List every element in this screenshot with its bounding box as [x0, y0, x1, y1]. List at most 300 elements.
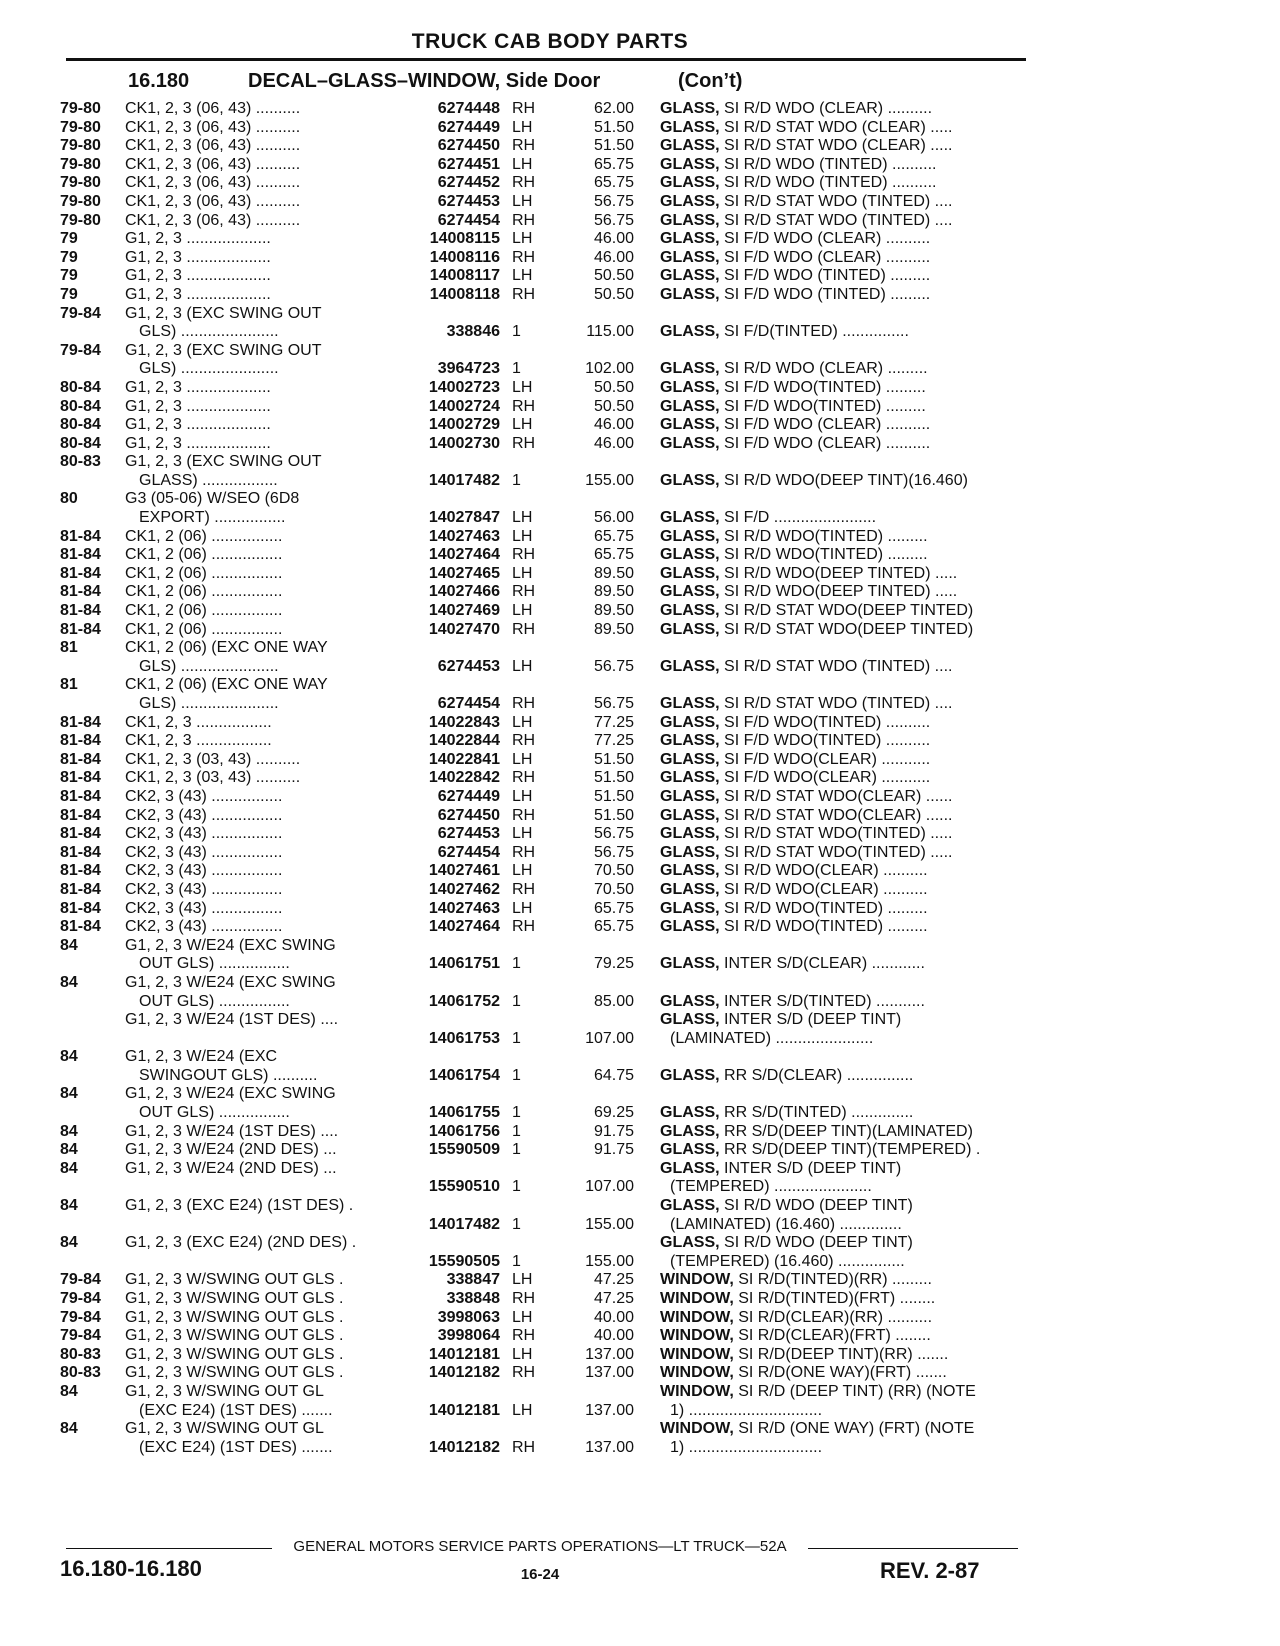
model-year: 81 [60, 639, 78, 657]
table-row [0, 435, 1040, 454]
description-line [660, 844, 1020, 863]
table-row [0, 342, 1040, 379]
part-description [660, 565, 1020, 584]
model-year: 84 [60, 1382, 78, 1400]
part-noun: GLASS, [660, 806, 720, 824]
model-line: G1, 2, 3 (EXC SWING OUT [125, 341, 322, 359]
footer-revision: REV. 2-87 [880, 1558, 980, 1583]
model-year: 81-84 [60, 750, 101, 768]
table-row [0, 900, 1040, 919]
model-year: 81-84 [60, 806, 101, 824]
part-description [660, 732, 1020, 751]
model-application [125, 1123, 390, 1142]
part-number: 14027461 [428, 862, 500, 880]
model-application [125, 156, 390, 175]
model-year: 79-84 [60, 1327, 101, 1345]
description-line [660, 751, 1020, 770]
part-noun: GLASS, [660, 787, 720, 805]
part-description [660, 1123, 1020, 1142]
table-row [0, 918, 1040, 937]
part-number: 14012181 [428, 1345, 500, 1363]
model-application [125, 1085, 390, 1122]
description-text: SI F/D WDO(TINTED) ......... [724, 397, 926, 415]
model-line: CK2, 3 (43) ................ [125, 862, 283, 880]
side-or-quantity: LH [512, 1345, 533, 1363]
description-line [660, 323, 1020, 342]
table-row [0, 119, 1040, 138]
description-line [660, 1346, 1020, 1365]
side-or-quantity: RH [512, 1290, 536, 1307]
model-application [125, 546, 390, 565]
side-or-quantity: RH [512, 434, 536, 452]
description-text: SI R/D WDO(TINTED) ......... [724, 899, 928, 917]
model-year: 81-84 [60, 862, 101, 880]
description-text: SI R/D STAT WDO(CLEAR) ...... [724, 806, 953, 824]
model-line: OUT GLS) ................ [139, 955, 290, 973]
model-year: 80-84 [60, 434, 101, 452]
table-row [0, 193, 1040, 212]
part-noun: GLASS, [660, 732, 720, 750]
description-text: RR S/D(DEEP TINT)(TEMPERED) . [724, 1141, 981, 1159]
part-noun: WINDOW, [660, 1308, 734, 1326]
part-description [660, 1141, 1020, 1160]
part-description [660, 528, 1020, 547]
description-text: SI R/D WDO (DEEP TINT) [724, 1234, 913, 1252]
model-line: CK1, 2, 3 (06, 43) .......... [125, 192, 301, 210]
part-noun: GLASS, [660, 211, 720, 229]
description-text: SI F/D WDO (TINTED) ......... [724, 285, 931, 303]
price: 40.00 [593, 1308, 634, 1326]
part-description [660, 509, 1020, 528]
description-line [660, 1271, 1020, 1290]
model-application [125, 881, 390, 900]
part-noun: WINDOW, [660, 1327, 734, 1345]
model-line: CK1, 2 (06) ................ [125, 546, 283, 564]
price: 91.75 [593, 1141, 634, 1159]
description-text: SI F/D WDO(TINTED) .......... [724, 732, 931, 750]
table-row [0, 156, 1040, 175]
side-or-quantity: RH [512, 211, 536, 229]
side-or-quantity: LH [512, 527, 533, 545]
part-description [660, 1067, 1020, 1086]
table-row [0, 212, 1040, 231]
part-noun: GLASS, [660, 546, 720, 564]
part-noun: GLASS, [660, 378, 720, 396]
model-year: 81-84 [60, 732, 101, 750]
price: 56.75 [593, 192, 634, 210]
model-line: GLS) ...................... [139, 323, 279, 341]
model-year: 79-80 [60, 192, 101, 210]
description-line [660, 1141, 1020, 1160]
price: 56.75 [593, 211, 634, 229]
description-text: SI F/D WDO (CLEAR) .......... [724, 416, 931, 434]
price: 137.00 [585, 1438, 634, 1456]
model-year: 81-84 [60, 564, 101, 582]
description-line [660, 1420, 1020, 1439]
part-noun: GLASS, [660, 1141, 720, 1159]
model-application [125, 825, 390, 844]
part-noun: WINDOW, [660, 1290, 734, 1307]
side-or-quantity: RH [512, 732, 536, 750]
footer-section-range: 16.180-16.180 [60, 1556, 202, 1581]
price: 56.75 [593, 695, 634, 712]
description-text: SI R/D WDO (CLEAR) ......... [724, 360, 928, 378]
model-year: 81-84 [60, 546, 101, 564]
description-text: SI R/D WDO(TINTED) ......... [724, 527, 928, 545]
description-line [660, 658, 1020, 677]
description-line [660, 900, 1020, 919]
table-row [0, 379, 1040, 398]
part-description [660, 1011, 1020, 1048]
description-line [660, 398, 1020, 417]
part-noun: GLASS, [660, 137, 720, 155]
model-line: OUT GLS) ................ [139, 1104, 290, 1122]
description-text: SI F/D WDO(TINTED) .......... [724, 713, 931, 731]
part-noun: GLASS, [660, 1197, 720, 1215]
part-number: 14061754 [428, 1066, 500, 1084]
table-row [0, 1011, 1040, 1048]
part-description [660, 862, 1020, 881]
part-description [660, 900, 1020, 919]
part-number: 14061753 [428, 1029, 500, 1047]
model-application [125, 1346, 390, 1365]
part-description [660, 249, 1020, 268]
price: 51.50 [593, 806, 634, 824]
part-number: 14002723 [428, 378, 500, 396]
description-text: SI R/D STAT WDO (TINTED) .... [724, 192, 953, 210]
part-noun: GLASS, [660, 1104, 720, 1122]
table-row [0, 267, 1040, 286]
description-text: SI R/D WDO (CLEAR) .......... [724, 100, 933, 117]
description-text: SI F/D WDO (TINTED) ......... [724, 267, 931, 285]
table-row [0, 602, 1040, 621]
model-line: CK1, 2 (06) (EXC ONE WAY [125, 676, 328, 694]
side-or-quantity: 1 [512, 1141, 521, 1159]
description-line [660, 1364, 1020, 1383]
model-line: G1, 2, 3 W/SWING OUT GLS . [125, 1271, 344, 1289]
part-noun: GLASS, [660, 825, 720, 843]
part-description [660, 1364, 1020, 1383]
description-text: SI F/D ....................... [724, 509, 877, 527]
part-description [660, 230, 1020, 249]
description-text: (LAMINATED) ...................... [670, 1029, 874, 1047]
model-year: 79-84 [60, 304, 101, 322]
model-year: 79 [60, 285, 78, 303]
part-description [660, 193, 1020, 212]
part-number: 14061756 [428, 1122, 500, 1140]
side-or-quantity: LH [512, 509, 533, 527]
part-noun: GLASS, [660, 248, 720, 266]
model-application [125, 1160, 390, 1179]
side-or-quantity: LH [512, 192, 533, 210]
description-line [660, 583, 1020, 602]
part-description [660, 546, 1020, 565]
part-number: 3998063 [437, 1308, 500, 1326]
price: 89.50 [593, 564, 634, 582]
table-row [0, 230, 1040, 249]
model-line: G1, 2, 3 ................... [125, 397, 271, 415]
model-line: SWINGOUT GLS) .......... [139, 1066, 318, 1084]
part-description [660, 1234, 1020, 1271]
model-line: G1, 2, 3 (EXC SWING OUT [125, 453, 322, 471]
side-or-quantity: RH [512, 100, 536, 117]
part-description [660, 695, 1020, 714]
side-or-quantity: RH [512, 918, 536, 936]
description-line [660, 1327, 1020, 1346]
table-row [0, 249, 1040, 268]
side-or-quantity: RH [512, 806, 536, 824]
part-number: 14027463 [428, 899, 500, 917]
model-year: 84 [60, 1122, 78, 1140]
side-or-quantity: 1 [512, 1252, 521, 1270]
model-line: CK2, 3 (43) ................ [125, 899, 283, 917]
description-line [660, 286, 1020, 305]
description-text: SI R/D STAT WDO (TINTED) .... [724, 657, 953, 675]
model-line: GLASS) ................. [139, 471, 278, 489]
side-or-quantity: LH [512, 899, 533, 917]
model-line: CK1, 2, 3 (03, 43) .......... [125, 750, 301, 768]
model-year: 81-84 [60, 918, 101, 936]
part-noun: GLASS, [660, 992, 720, 1010]
model-year: 80-84 [60, 416, 101, 434]
model-year: 81-84 [60, 843, 101, 861]
table-row [0, 881, 1040, 900]
side-or-quantity: RH [512, 769, 536, 787]
model-year: 84 [60, 1234, 78, 1252]
model-year: 79 [60, 230, 78, 248]
part-noun: GLASS, [660, 397, 720, 415]
part-number: 14027464 [428, 918, 500, 936]
model-line: G1, 2, 3 W/E24 (1ST DES) .... [125, 1011, 339, 1029]
part-description [660, 918, 1020, 937]
part-description [660, 379, 1020, 398]
description-line [660, 267, 1020, 286]
description-line [660, 788, 1020, 807]
part-number: 14008117 [429, 267, 500, 285]
part-noun: GLASS, [660, 1122, 720, 1140]
description-line [660, 156, 1020, 175]
model-application [125, 379, 390, 398]
part-number: 6274452 [437, 174, 500, 192]
model-year: 81-84 [60, 583, 101, 601]
part-number: 14002729 [428, 416, 500, 434]
price: 137.00 [585, 1401, 634, 1419]
side-or-quantity: LH [512, 787, 533, 805]
price: 155.00 [585, 471, 634, 489]
description-line [660, 621, 1020, 640]
model-application [125, 212, 390, 231]
model-application [125, 1383, 390, 1420]
price: 155.00 [585, 1252, 634, 1270]
part-number: 338847 [446, 1271, 500, 1289]
price: 89.50 [593, 602, 634, 620]
side-or-quantity: 1 [512, 955, 521, 973]
part-number: 14027466 [428, 583, 500, 601]
price: 40.00 [593, 1327, 634, 1345]
model-year: 81-84 [60, 825, 101, 843]
price: 51.50 [593, 769, 634, 787]
table-row [0, 286, 1040, 305]
price: 65.75 [593, 918, 634, 936]
model-application [125, 490, 390, 527]
model-application [125, 1290, 390, 1309]
table-row [0, 676, 1040, 713]
price: 65.75 [593, 546, 634, 564]
description-line [660, 769, 1020, 788]
model-line: CK1, 2, 3 (06, 43) .......... [125, 174, 301, 192]
description-text: SI R/D(DEEP TINT)(RR) ....... [738, 1345, 949, 1363]
part-noun: GLASS, [660, 509, 720, 527]
description-line [660, 509, 1020, 528]
model-year: 79-80 [60, 211, 101, 229]
model-line: CK1, 2, 3 (06, 43) .......... [125, 118, 301, 136]
part-number: 6274454 [437, 695, 500, 712]
description-line [660, 1216, 1020, 1235]
model-year: 79-80 [60, 137, 101, 155]
model-line: G1, 2, 3 (EXC SWING OUT [125, 304, 322, 322]
model-application [125, 807, 390, 826]
description-text: SI F/D WDO(CLEAR) ........... [724, 750, 931, 768]
side-or-quantity: LH [512, 602, 533, 620]
side-or-quantity: LH [512, 155, 533, 173]
part-number: 6274448 [437, 100, 500, 117]
model-year: 80-84 [60, 378, 101, 396]
price: 50.50 [593, 397, 634, 415]
model-line: G1, 2, 3 W/E24 (1ST DES) .... [125, 1122, 339, 1140]
model-application [125, 1234, 390, 1253]
table-row [0, 769, 1040, 788]
table-row [0, 1271, 1040, 1290]
part-number: 14008116 [429, 248, 500, 266]
description-text: SI R/D WDO(DEEP TINTED) ..... [724, 583, 958, 601]
part-number: 14012181 [428, 1401, 500, 1419]
side-or-quantity: 1 [512, 1066, 521, 1084]
part-noun: GLASS, [660, 899, 720, 917]
model-line: CK1, 2 (06) ................ [125, 583, 283, 601]
table-row [0, 825, 1040, 844]
description-line [660, 732, 1020, 751]
model-line: CK1, 2 (06) (EXC ONE WAY [125, 639, 328, 657]
table-row [0, 1420, 1040, 1457]
part-description [660, 472, 1020, 491]
part-noun: GLASS, [660, 323, 720, 341]
part-number: 15590510 [428, 1178, 500, 1196]
price: 51.50 [593, 118, 634, 136]
model-line: G1, 2, 3 W/SWING OUT GLS . [125, 1327, 344, 1345]
description-line [660, 1253, 1020, 1272]
description-text: SI R/D (ONE WAY) (FRT) (NOTE [738, 1420, 975, 1438]
table-row [0, 1141, 1040, 1160]
model-application [125, 453, 390, 490]
price: 56.75 [593, 825, 634, 843]
part-description [660, 1420, 1020, 1457]
part-description [660, 137, 1020, 156]
side-or-quantity: RH [512, 397, 536, 415]
side-or-quantity: RH [512, 583, 536, 601]
price: 107.00 [585, 1178, 634, 1196]
model-application [125, 1048, 390, 1085]
model-year: 80-83 [60, 1364, 101, 1382]
model-year: 84 [60, 1085, 78, 1103]
description-text: SI R/D STAT WDO (TINTED) .... [724, 211, 953, 229]
part-number: 14027463 [428, 527, 500, 545]
model-application [125, 769, 390, 788]
description-line [660, 1290, 1020, 1309]
price: 46.00 [593, 434, 634, 452]
model-line: G1, 2, 3 (EXC E24) (2ND DES) . [125, 1234, 357, 1252]
part-description [660, 398, 1020, 417]
model-application [125, 714, 390, 733]
table-row [0, 621, 1040, 640]
part-description [660, 1271, 1020, 1290]
part-number: 14061755 [428, 1104, 500, 1122]
model-line: G1, 2, 3 ................... [125, 230, 271, 248]
description-text: SI R/D STAT WDO (CLEAR) ..... [724, 137, 953, 155]
table-row [0, 398, 1040, 417]
description-text: (LAMINATED) (16.460) .............. [670, 1215, 902, 1233]
description-text: SI R/D STAT WDO(TINTED) ..... [724, 843, 953, 861]
side-or-quantity: RH [512, 1327, 536, 1345]
model-year: 81-84 [60, 899, 101, 917]
part-number: 14002730 [428, 434, 500, 452]
model-line: CK1, 2, 3 (06, 43) .......... [125, 155, 301, 173]
part-description [660, 360, 1020, 379]
part-noun: WINDOW, [660, 1420, 734, 1438]
description-line [660, 230, 1020, 249]
description-line [660, 1160, 1020, 1179]
model-year: 81-84 [60, 620, 101, 638]
part-description [660, 658, 1020, 677]
part-description [660, 416, 1020, 435]
model-line: G1, 2, 3 W/SWING OUT GLS . [125, 1308, 344, 1326]
model-year: 79-80 [60, 100, 101, 117]
model-application [125, 788, 390, 807]
part-noun: GLASS, [660, 1159, 720, 1177]
description-line [660, 714, 1020, 733]
table-row [0, 1160, 1040, 1197]
description-line [660, 1104, 1020, 1123]
part-description [660, 1160, 1020, 1197]
table-row [0, 565, 1040, 584]
model-line: (EXC E24) (1ST DES) ....... [139, 1438, 333, 1456]
part-description [660, 174, 1020, 193]
price: 62.00 [593, 100, 634, 117]
description-text: SI R/D WDO(TINTED) ......... [724, 546, 928, 564]
description-line [660, 100, 1020, 119]
table-row [0, 1123, 1040, 1142]
model-application [125, 900, 390, 919]
price: 137.00 [585, 1364, 634, 1382]
model-line: CK2, 3 (43) ................ [125, 918, 283, 936]
part-number: 14002724 [428, 397, 500, 415]
part-number: 14027847 [428, 509, 500, 527]
description-line [660, 416, 1020, 435]
side-or-quantity: RH [512, 1438, 536, 1456]
part-description [660, 844, 1020, 863]
model-application [125, 639, 390, 676]
table-row [0, 1309, 1040, 1328]
part-description [660, 323, 1020, 342]
description-text: SI R/D STAT WDO (TINTED) .... [724, 695, 953, 712]
model-line: GLS) ...................... [139, 695, 279, 712]
part-noun: GLASS, [660, 769, 720, 787]
description-text: SI R/D WDO (DEEP TINT) [724, 1197, 913, 1215]
model-year: 79 [60, 267, 78, 285]
table-row [0, 416, 1040, 435]
part-number: 6274453 [437, 192, 500, 210]
description-text: 1) .............................. [670, 1438, 823, 1456]
model-line: CK1, 2 (06) ................ [125, 602, 283, 620]
